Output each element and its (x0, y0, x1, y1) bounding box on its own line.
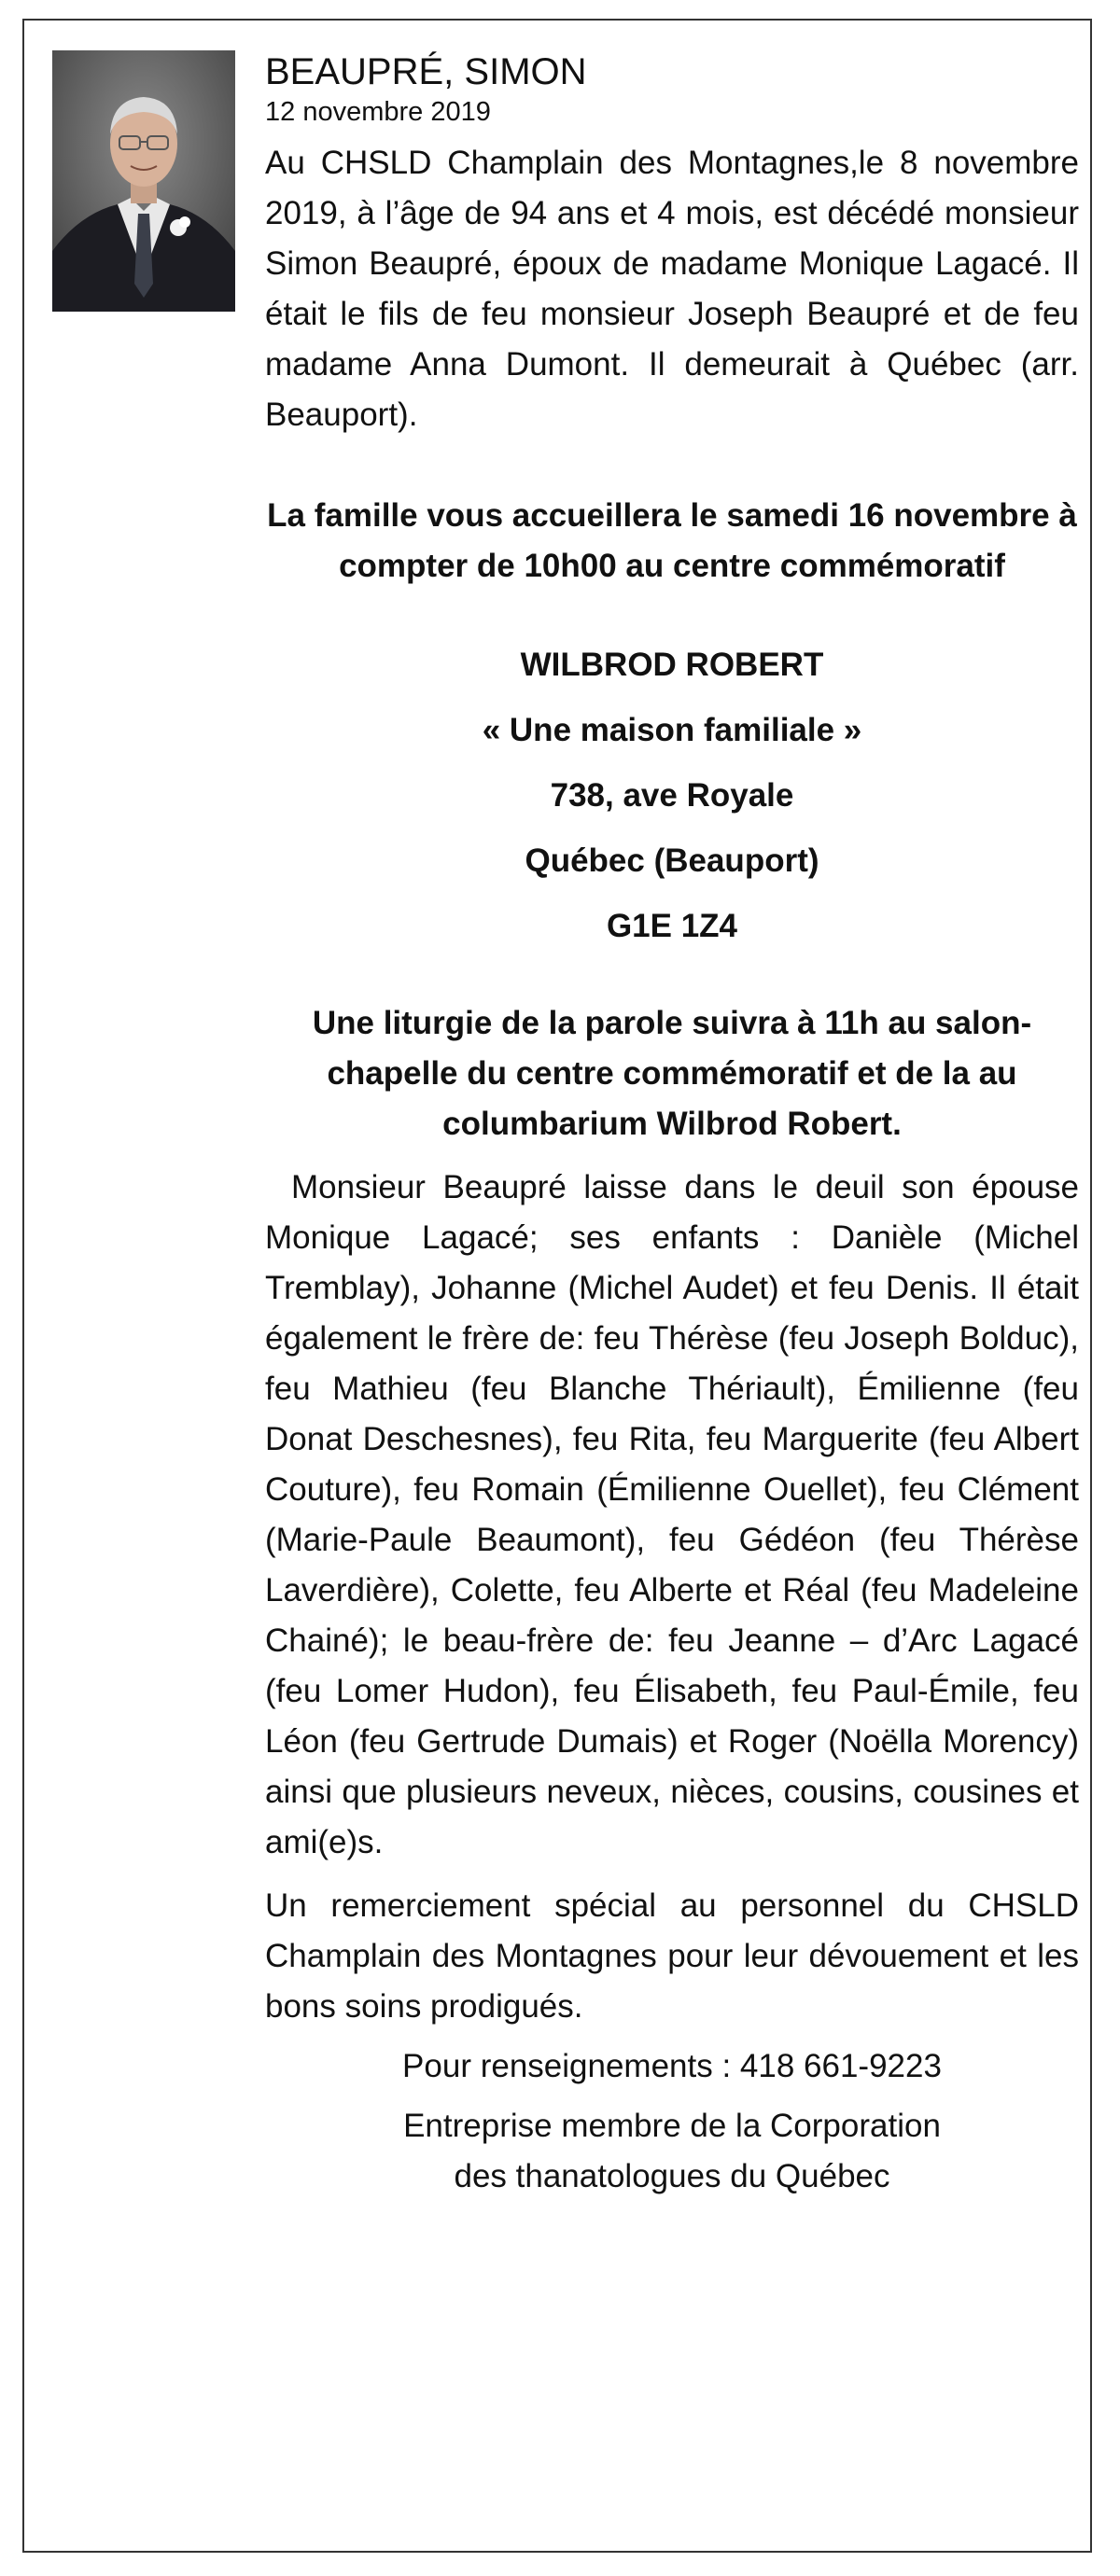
visitation-notice: La famille vous accueillera le samedi 16 novembre à compter de 10h00 au centre commémoratif (267, 497, 1077, 584)
funeral-home-tagline: « Une maison familiale » (482, 712, 862, 748)
funeral-home-postal: G1E 1Z4 (606, 908, 738, 944)
funeral-home-city: Québec (Beauport) (525, 842, 819, 879)
obituary-frame (22, 19, 1092, 2553)
deceased-name: BEAUPRÉ, SIMON (265, 51, 587, 92)
funeral-home-street: 738, ave Royale (550, 777, 794, 814)
membership-note: Entreprise membre de la Corporation des thanatologues du Québec (403, 2108, 941, 2194)
publication-date: 12 novembre 2019 (265, 97, 491, 127)
contact-info: Pour renseignements : 418 661-9223 (402, 2048, 942, 2084)
thanks-paragraph: Un remerciement spécial au personnel du CHSLD Champlain des Montagnes pour leur dévouement et les bons soins prodigués. (265, 1887, 1079, 2025)
intro-paragraph: Au CHSLD Champlain des Montagnes,le 8 novembre 2019, à l’âge de 94 ans et 4 mois, est décédé monsieur Simon Beaupré, époux de madame Monique Lagacé. Il était le fils de feu monsieur Joseph Beaupré et de feu madame Anna Dumont. Il demeurait à Québec (arr. Beauport). (265, 145, 1079, 433)
survivors-paragraph: Monsieur Beaupré laisse dans le deuil son épouse Monique Lagacé; ses enfants : Danièle (Michel Tremblay), Johanne (Michel Audet) et feu Denis. Il était également le frère de: feu Thérèse (feu Joseph Bolduc), feu Mathieu (feu Blanche Thériault), Émilienne (feu Donat Deschesnes), feu Rita, feu Marguerite (feu Albert Couture), feu Romain (Émilienne Ouellet), feu Clément (Marie-Paule Beaumont), feu Gédéon (feu Thérèse Laverdière), Colette, feu Alberte et Réal (feu Madeleine Chainé); le beau-frère de: feu Jeanne – d’Arc Lagacé (feu Lomer Hudon), feu Élisabeth, feu Paul-Émile, feu Léon (feu Gertrude Dumais) et Roger (Noëlla Morency) ainsi que plusieurs neveux, nièces, cousins, cousines et ami(e)s. (265, 1169, 1079, 1860)
funeral-home-address (265, 633, 1079, 959)
funeral-home-name: WILBROD ROBERT (520, 647, 824, 683)
portrait-illustration (52, 50, 235, 312)
portrait-photo (52, 50, 235, 312)
obituary-content (265, 49, 1079, 2202)
liturgy-notice: Une liturgie de la parole suivra à 11h au salon-chapelle du centre commémoratif et de la au columbarium Wilbrod Robert. (312, 1005, 1032, 1142)
